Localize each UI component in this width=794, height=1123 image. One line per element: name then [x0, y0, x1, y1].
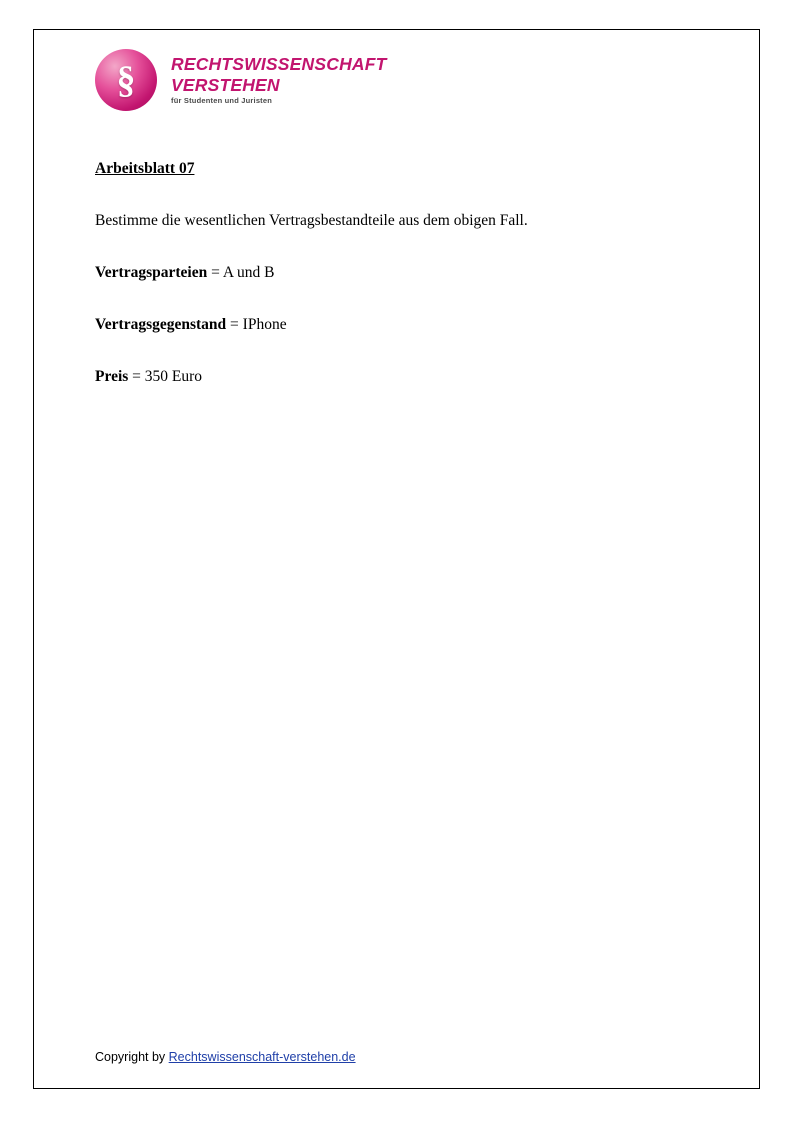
- brand-logo: [95, 44, 719, 116]
- instruction-text: Bestimme die wesentlichen Vertragsbestandteile aus dem obigen Fall.: [95, 212, 528, 229]
- document-content: [95, 44, 719, 386]
- website-link[interactable]: Rechtswissenschaft-verstehen.de: [168, 1050, 356, 1064]
- brand-name-line-2: VERSTEHEN: [171, 75, 280, 96]
- field-label: Preis: [95, 368, 129, 385]
- field-row: [95, 264, 719, 282]
- field-separator: =: [226, 316, 243, 333]
- field-label: Vertragsgegenstand: [95, 316, 227, 333]
- document-page: [33, 29, 760, 1089]
- copyright-prefix: Copyright by: [95, 1050, 169, 1064]
- field-value: IPhone: [242, 316, 287, 333]
- field-label: Vertragsparteien: [95, 264, 208, 281]
- brand-name-line-1: RECHTSWISSENSCHAFT: [171, 53, 387, 74]
- field-separator: =: [128, 368, 145, 385]
- footer: [95, 1050, 356, 1064]
- page-title: Arbeitsblatt 07: [95, 160, 195, 177]
- field-separator: =: [207, 264, 223, 281]
- field-row: [95, 316, 719, 334]
- field-value: A und B: [222, 264, 275, 281]
- paragraph-symbol-icon: [95, 49, 157, 111]
- brand-tagline: für Studenten und Juristen: [171, 96, 273, 106]
- field-value: 350 Euro: [144, 368, 203, 385]
- field-row: [95, 368, 719, 386]
- brand-logo-text: [171, 55, 387, 106]
- paragraph-glyph: §: [116, 59, 136, 101]
